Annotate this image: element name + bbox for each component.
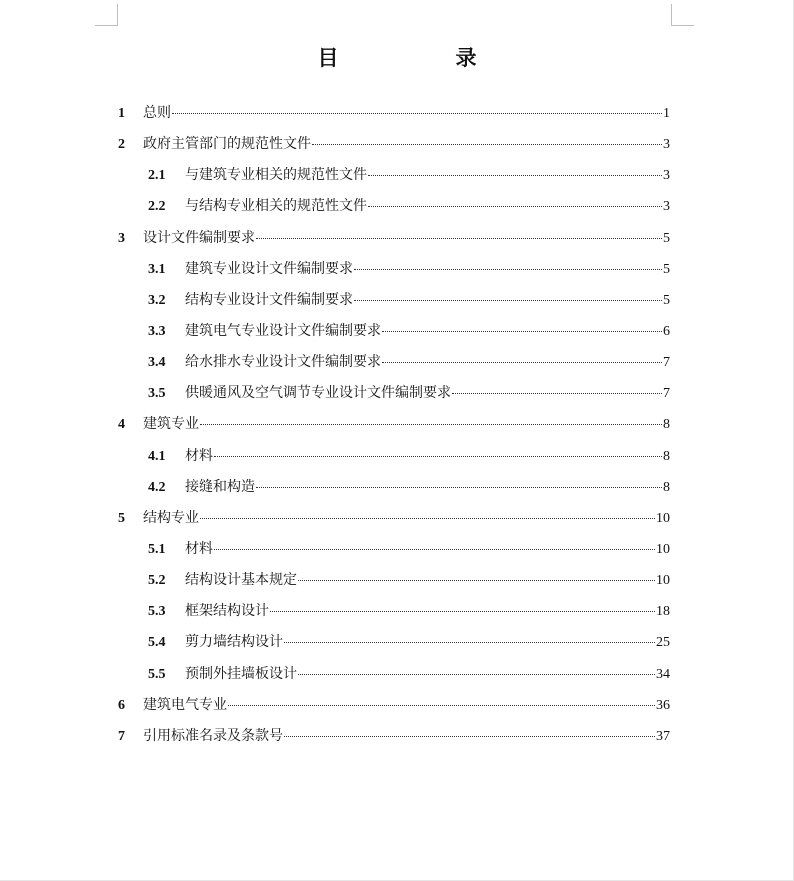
toc-subentry[interactable] xyxy=(118,320,670,351)
toc-subentry[interactable] xyxy=(118,195,670,226)
toc-entry-number: 3.4 xyxy=(148,355,166,371)
toc-entry-title: 框架结构设计 xyxy=(185,603,269,620)
toc-entry-page-number: 37 xyxy=(656,728,670,744)
toc-dot-leader xyxy=(256,238,662,239)
toc-entry-number: 2.1 xyxy=(148,168,166,184)
toc-entry-title: 建筑电气专业 xyxy=(143,696,227,713)
toc-subentry[interactable] xyxy=(118,538,670,569)
toc-entry-page-number: 7 xyxy=(663,355,670,371)
toc-entry-number: 4.1 xyxy=(148,448,166,464)
toc-dot-leader xyxy=(214,456,662,457)
toc-entry-title: 供暖通风及空气调节专业设计文件编制要求 xyxy=(185,385,451,402)
toc-entry[interactable] xyxy=(118,102,670,133)
toc-entry-title: 与结构专业相关的规范性文件 xyxy=(185,198,367,215)
toc-entry-page-number: 18 xyxy=(656,604,670,620)
toc-dot-leader xyxy=(214,549,655,550)
toc-dot-leader xyxy=(228,705,655,706)
toc-dot-leader xyxy=(200,518,655,519)
crop-mark-top-right-horizontal xyxy=(671,25,694,26)
crop-mark-top-right-vertical xyxy=(671,4,672,25)
toc-entry-number: 3.3 xyxy=(148,323,166,339)
toc-entry-title: 建筑专业 xyxy=(143,416,199,433)
toc-subentry[interactable] xyxy=(118,351,670,382)
toc-entry-number: 5.1 xyxy=(148,541,166,557)
toc-subentry[interactable] xyxy=(118,569,670,600)
toc-entry-number: 3 xyxy=(118,230,125,246)
toc-entry-number: 3.2 xyxy=(148,292,166,308)
toc-subentry[interactable] xyxy=(118,600,670,631)
toc-entry-number: 4.2 xyxy=(148,479,166,495)
toc-entry-number: 7 xyxy=(118,728,125,744)
toc-dot-leader xyxy=(284,736,655,737)
toc-entry-title: 给水排水专业设计文件编制要求 xyxy=(185,354,381,371)
toc-entry-page-number: 6 xyxy=(663,323,670,339)
toc-entry[interactable] xyxy=(118,227,670,258)
toc-entry-number: 5.2 xyxy=(148,573,166,589)
toc-entry-number: 2 xyxy=(118,137,125,153)
crop-mark-top-left-horizontal xyxy=(95,25,118,26)
toc-dot-leader xyxy=(284,642,655,643)
toc-entry-page-number: 8 xyxy=(663,417,670,433)
toc-subentry[interactable] xyxy=(118,164,670,195)
toc-entry-number: 2.2 xyxy=(148,199,166,215)
toc-entry[interactable] xyxy=(118,725,670,756)
toc-entry-number: 5.4 xyxy=(148,635,166,651)
toc-dot-leader xyxy=(200,424,662,425)
toc-entry-page-number: 10 xyxy=(656,541,670,557)
toc-entry-number: 4 xyxy=(118,417,125,433)
toc-entry-title: 结构设计基本规定 xyxy=(185,572,297,589)
toc-entry-page-number: 3 xyxy=(663,168,670,184)
toc-entry[interactable] xyxy=(118,507,670,538)
toc-entry-number: 5 xyxy=(118,510,125,526)
toc-entry-page-number: 5 xyxy=(663,292,670,308)
toc-dot-leader xyxy=(368,175,662,176)
toc-entry-title: 建筑电气专业设计文件编制要求 xyxy=(185,322,381,339)
toc-title: 目 录 xyxy=(317,46,525,70)
toc-entry[interactable] xyxy=(118,413,670,444)
toc-entry-number: 6 xyxy=(118,697,125,713)
toc-entry[interactable] xyxy=(118,694,670,725)
toc-entry-title: 材料 xyxy=(185,540,213,557)
toc-subentry[interactable] xyxy=(118,382,670,413)
toc-entry-title: 剪力墙结构设计 xyxy=(185,634,283,651)
toc-entry-number: 5.3 xyxy=(148,604,166,620)
toc-subentry[interactable] xyxy=(118,258,670,289)
toc-dot-leader xyxy=(172,113,662,114)
toc-entry-page-number: 1 xyxy=(663,106,670,121)
toc-entry-number: 3.1 xyxy=(148,261,166,277)
toc-entry-title: 设计文件编制要求 xyxy=(143,229,255,246)
toc-entry-page-number: 34 xyxy=(656,666,670,682)
toc-subentry[interactable] xyxy=(118,663,670,694)
toc-dot-leader xyxy=(382,331,662,332)
toc-entry-title: 与建筑专业相关的规范性文件 xyxy=(185,167,367,184)
toc-dot-leader xyxy=(312,144,662,145)
toc-entry-page-number: 8 xyxy=(663,448,670,464)
toc-entry-page-number: 25 xyxy=(656,635,670,651)
toc-dot-leader xyxy=(298,674,655,675)
toc-entry-page-number: 3 xyxy=(663,199,670,215)
toc-dot-leader xyxy=(354,300,662,301)
toc-dot-leader xyxy=(368,206,662,207)
toc-entry-page-number: 5 xyxy=(663,261,670,277)
toc-entry-title: 结构专业 xyxy=(143,509,199,526)
toc-dot-leader xyxy=(256,487,662,488)
toc-entry-title: 接缝和构造 xyxy=(185,478,255,495)
toc-entry-number: 5.5 xyxy=(148,666,166,682)
toc-list xyxy=(118,102,670,756)
toc-entry-page-number: 3 xyxy=(663,137,670,153)
toc-entry-title: 预制外挂墙板设计 xyxy=(185,665,297,682)
toc-dot-leader xyxy=(298,580,655,581)
toc-entry-title: 结构专业设计文件编制要求 xyxy=(185,291,353,308)
toc-entry-title: 建筑专业设计文件编制要求 xyxy=(185,260,353,277)
toc-entry-page-number: 36 xyxy=(656,697,670,713)
crop-mark-top-left-vertical xyxy=(117,4,118,25)
toc-entry[interactable] xyxy=(118,133,670,164)
toc-dot-leader xyxy=(382,362,662,363)
toc-dot-leader xyxy=(354,269,662,270)
toc-entry-page-number: 10 xyxy=(656,573,670,589)
toc-entry-title: 政府主管部门的规范性文件 xyxy=(143,136,311,153)
toc-entry-page-number: 10 xyxy=(656,510,670,526)
toc-subentry[interactable] xyxy=(118,631,670,662)
toc-dot-leader xyxy=(452,393,662,394)
toc-entry-page-number: 7 xyxy=(663,386,670,402)
toc-subentry[interactable] xyxy=(118,289,670,320)
toc-dot-leader xyxy=(270,611,655,612)
toc-entry-number: 3.5 xyxy=(148,386,166,402)
toc-entry-title: 引用标准名录及条款号 xyxy=(143,727,283,744)
toc-entry-number: 1 xyxy=(118,106,125,121)
toc-entry-page-number: 8 xyxy=(663,479,670,495)
toc-entry-title: 材料 xyxy=(185,447,213,464)
toc-subentry[interactable] xyxy=(118,476,670,507)
toc-entry-page-number: 5 xyxy=(663,230,670,246)
toc-entry-title: 总则 xyxy=(143,105,171,121)
toc-subentry[interactable] xyxy=(118,445,670,476)
